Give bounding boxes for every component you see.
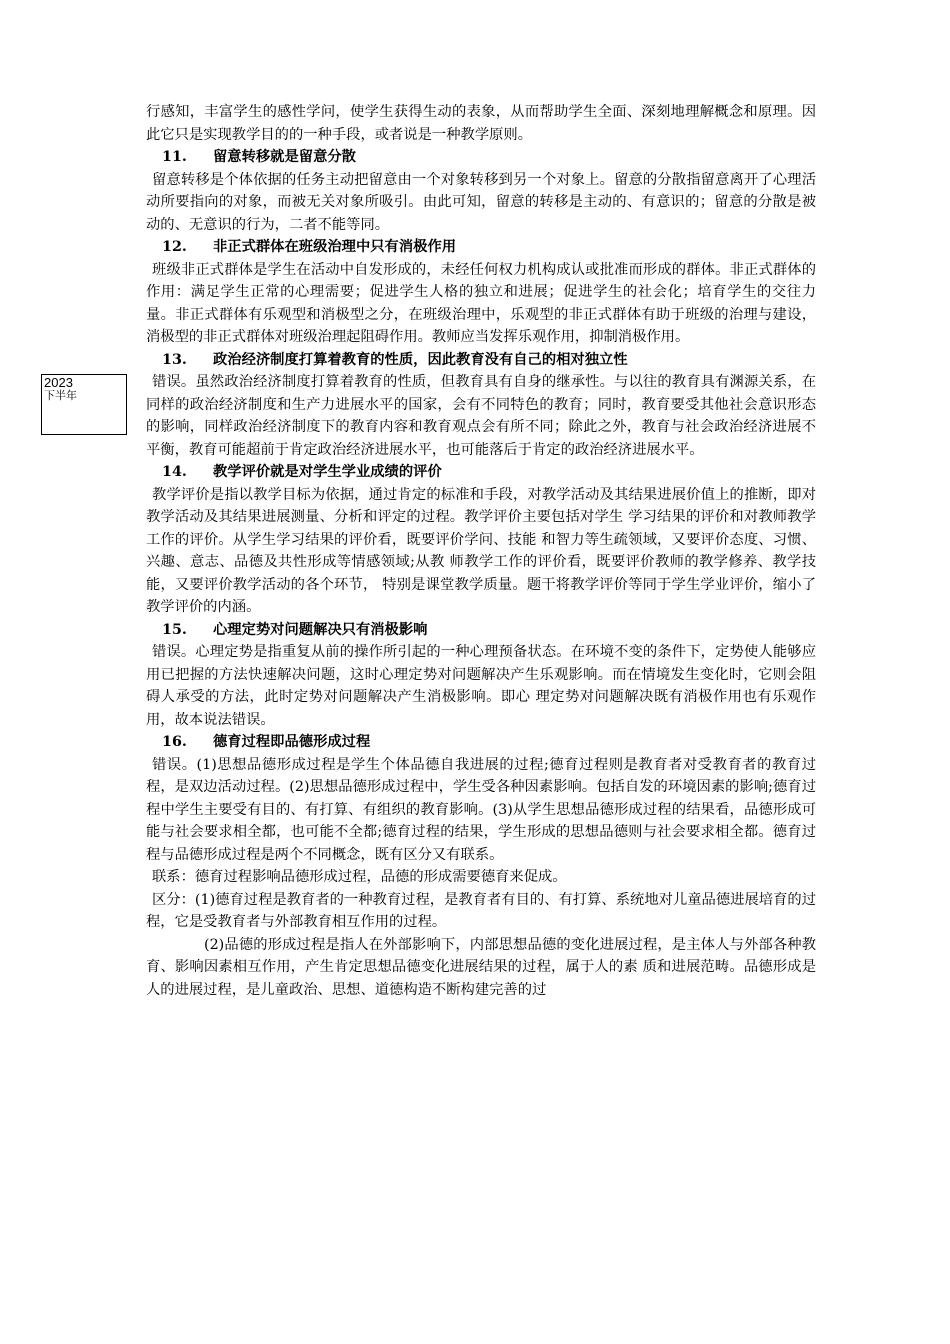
heading-11 <box>146 146 816 169</box>
heading-13 <box>146 349 816 372</box>
paragraph-12: 班级非正式群体是学生在活动中自发形成的，未经任何权力机构成认或批准而形成的群体。非正式群体的作用：满足学生正常的心理需要；促进学生人格的独立和进展；促进学生的社会化；培育学生的交往力量。非正式群体有乐观型和消极型之分，在班级治理中，乐观型的非正式群体有助于班级的治理与建设，消极型的非正式群体对班级治理起阻碍作用。教师应当发挥乐观作用，抑制消极作用。 <box>146 261 816 345</box>
heading-12 <box>146 236 816 259</box>
paragraph-difference-1: 区分：(1)德育过程是教育者的一种教育过程，是教育者有目的、有打算、系统地对儿童品德进展培育的过程，它是受教育者与外部教育相互作用的过程。 <box>146 891 816 930</box>
paragraph-intro: 行感知，丰富学生的感性学问，使学生获得生动的表象，从而帮助学生全面、深刻地理解概念和原理。因此它只是实现教学目的的一种手段，或者说是一种教学原则。 <box>146 104 816 143</box>
side-label-term: 下半年 <box>44 390 77 402</box>
side-label-year: 2023 <box>44 375 73 390</box>
heading-14 <box>146 461 816 484</box>
heading-number: 16. <box>162 734 187 750</box>
paragraph-13: 错误。虽然政治经济制度打算着教育的性质，但教育具有自身的继承性。与以往的教育具有渊源关系，在同样的政治经济制度和生产力进展水平的国家，会有不同特色的教育；同时，教育要受其他社会意识形态的影响，同样政治经济制度下的教育内容和教育观点会有所不同；除此之外，教育与社会政治经济进展不平衡，教育可能超前于肯定政治经济进展水平，也可能落后于肯定的政治经济进展水平。 <box>146 374 816 458</box>
paragraph-11: 留意转移是个体依据的任务主动把留意由一个对象转移到另一个对象上。留意的分散指留意离开了心理活动所要指向的对象，而被无关对象所吸引。由此可知，留意的转移是主动的、有意识的；留意的分散是被动的、无意识的行为，二者不能等同。 <box>146 171 816 233</box>
paragraph-15: 错误。心理定势是指重复从前的操作所引起的一种心理预备状态。在环境不变的条件下，定势使人能够应用已把握的方法快速解决问题，这时心理定势对问题解决产生乐观影响。而在情境发生变化时，它则会阻碍人承受的方法，此时定势对问题解决产生消极影响。即心 理定势对问题解决既有消极作用也有乐观作用，故本说法错误。 <box>146 644 816 728</box>
heading-number: 15. <box>162 621 187 638</box>
document-body <box>146 101 816 1001</box>
heading-text: 政治经济制度打算着教育的性质，因此教育没有自己的相对独立性 <box>213 351 628 368</box>
side-label-box <box>41 374 127 435</box>
paragraph-16: 错误。(1)思想品德形成过程是学生个体品德自我进展的过程;德育过程则是教育者对受教育者的教育过程，是双边活动过程。(2)思想品德形成过程中，学生受各种因素影响。包括自发的环境因素的影响;德育过程中学生主要受有目的、有打算、有组织的教育影响。(3)从学生思想品德形成过程的结果看，品德形成可能与社会要求相全都，也可能不全都;德育过程的结果，学生形成的思想品德则与社会要求相全都。德育过程与品德形成过程是两个不同概念，既有区分又有联系。 <box>146 756 816 863</box>
heading-text: 心理定势对问题解决只有消极影响 <box>213 621 428 638</box>
paragraph-connection: 联系：德育过程影响品德形成过程，品德的形成需要德育来促成。 <box>152 869 567 885</box>
heading-text: 教学评价就是对学生学业成绩的评价 <box>213 464 442 480</box>
paragraph-difference-2: (2)品德的形成过程是指人在外部影响下，内部思想品德的变化进展过程，是主体人与外部各种教育、影响因素相互作用，产生肯定思想品德变化进展结果的过程，属于人的素 质和进展范畴。品德形成是人的进展过程，是儿童政治、思想、道德构造不断构建完善的过 <box>146 936 816 998</box>
heading-number: 11. <box>162 149 187 165</box>
heading-text: 德育过程即品德形成过程 <box>213 734 371 750</box>
heading-number: 14. <box>162 464 187 480</box>
heading-number: 12. <box>162 239 187 255</box>
heading-number: 13. <box>162 351 187 368</box>
heading-15 <box>146 619 816 642</box>
heading-16 <box>146 731 816 754</box>
paragraph-14: 教学评价是指以教学目标为依据，通过肯定的标准和手段，对教学活动及其结果进展价值上的推断，即对教学活动及其结果进展测量、分析和评定的过程。教学评价主要包括对学生 学习结果的评价和对教师教学工作的评价。从学生学习结果的评价看，既要评价学问、技能 和智力等生疏领域，又要评价态度、习惯、兴趣、意志、品德及共性形成等情感领域;从教 师教学工作的评价看，既要评价教师的教学修养、教学技能，又要评价教学活动的各个环节， 特别是课堂教学质量。题干将教学评价等同于学生学业评价，缩小了教学评价的内涵。 <box>146 486 816 615</box>
heading-text: 留意转移就是留意分散 <box>213 149 356 165</box>
heading-text: 非正式群体在班级治理中只有消极作用 <box>213 239 457 255</box>
